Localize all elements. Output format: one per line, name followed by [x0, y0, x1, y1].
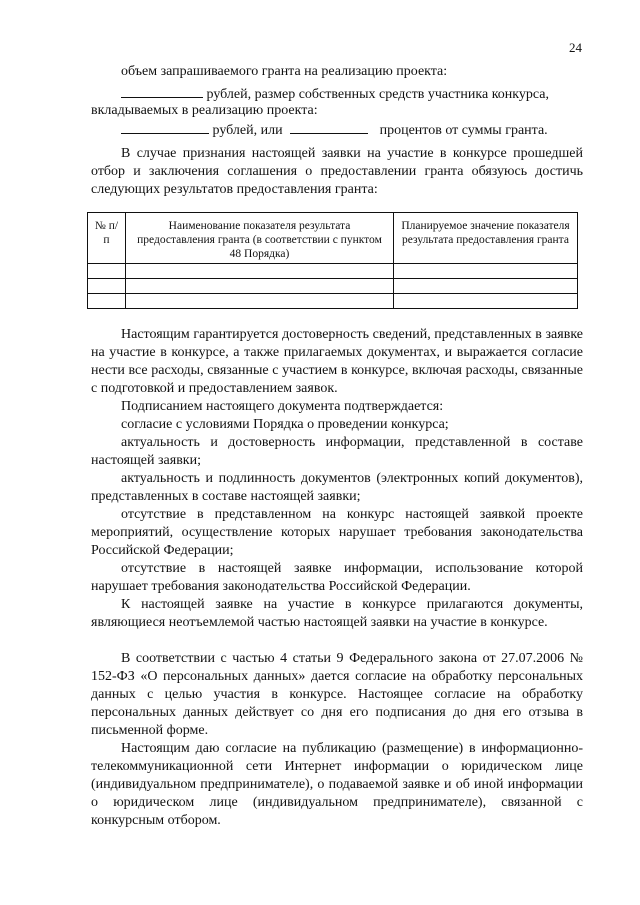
table-cell — [394, 294, 578, 309]
table-header-row — [88, 213, 578, 264]
table-cell — [394, 279, 578, 294]
table-cell — [394, 264, 578, 279]
table-row — [88, 294, 578, 309]
page-number: 24 — [569, 40, 582, 55]
confirm-item-1: согласие с условиями Порядка о проведении конкурса; — [121, 417, 449, 432]
confirm-item-3: актуальность и подлинность документов (электронных копий документов), представленных в составе настоящей заявки; — [91, 471, 583, 504]
table-cell — [126, 279, 394, 294]
confirm-item-2: актуальность и достоверность информации, представленной в составе настоящей заявки; — [91, 435, 583, 468]
confirm-item-4: отсутствие в представленном на конкурс настоящей заявкой проекте мероприятий, осуществление которых нарушает требования законодательства Российской Федерации; — [91, 507, 583, 558]
table-cell — [88, 294, 126, 309]
table-cell — [88, 264, 126, 279]
table-header-indicator: Наименование показателя результата предоставления гранта (в соответствии с пунктом 48 Порядка) — [126, 213, 394, 264]
intro-line-2 — [121, 84, 549, 104]
intro-line-1: объем запрашиваемого гранта на реализацию проекта: — [121, 64, 448, 79]
intro-line-4b: процентов от суммы гранта. — [379, 123, 548, 138]
intro-line-2-text: рублей, размер собственных средств участника конкурса, — [206, 87, 549, 102]
table-cell — [88, 279, 126, 294]
results-table — [87, 212, 578, 309]
blank-rubles — [121, 120, 209, 134]
signing-intro: Подписанием настоящего документа подтверждается: — [121, 399, 444, 414]
table-row — [88, 264, 578, 279]
intro-line-4a: рублей, или — [212, 123, 283, 138]
confirm-item-5: отсутствие в настоящей заявке информации, использование которой нарушает требования законодательства Российской Федерации. — [91, 561, 583, 594]
table-row — [88, 279, 578, 294]
table-header-num: № п/п — [88, 213, 126, 264]
intro-line-3: вкладываемых в реализацию проекта: — [91, 103, 318, 118]
table-cell — [126, 294, 394, 309]
guarantee-paragraph: Настоящим гарантируется достоверность сведений, представленных в заявке на участие в конкурсе, а также прилагаемых документах, и выражается согласие нести все расходы, связанные с участием в конкурсе, включая расходы, связанные с подготовкой и предоставлением заявок. — [91, 327, 583, 396]
blank-percent — [290, 120, 368, 134]
intro-line-4 — [121, 120, 548, 140]
table-cell — [126, 264, 394, 279]
personal-data-paragraph: В соответствии с частью 4 статьи 9 Федерального закона от 27.07.2006 № 152-ФЗ «О персональных данных» дается согласие на обработку персональных данных с целью участия в конкурсе. Настоящее согласие на обработку персональных данных действует со дня его подписания до дня его отзыва в письменной форме. — [91, 651, 583, 738]
table-header-planned-value: Планируемое значение показателя результата предоставления гранта — [394, 213, 578, 264]
attachments-paragraph: К настоящей заявке на участие в конкурсе прилагаются документы, являющиеся неотъемлемой частью настоящей заявки на участие в конкурсе. — [91, 597, 583, 630]
results-paragraph: В случае признания настоящей заявки на участие в конкурсе прошедшей отбор и заключения соглашения о предоставлении гранта обязуюсь достичь следующих результатов предоставления гранта: — [91, 146, 583, 197]
publication-consent-paragraph: Настоящим даю согласие на публикацию (размещение) в информационно-телекоммуникационной сети Интернет информации о юридическом лице (индивидуальном предпринимателе), о подаваемой заявке и об иной информации о юридическом лице (индивидуальном предпринимателе), связанной с конкурсным отбором. — [91, 741, 583, 828]
blank-own-funds — [121, 84, 203, 98]
